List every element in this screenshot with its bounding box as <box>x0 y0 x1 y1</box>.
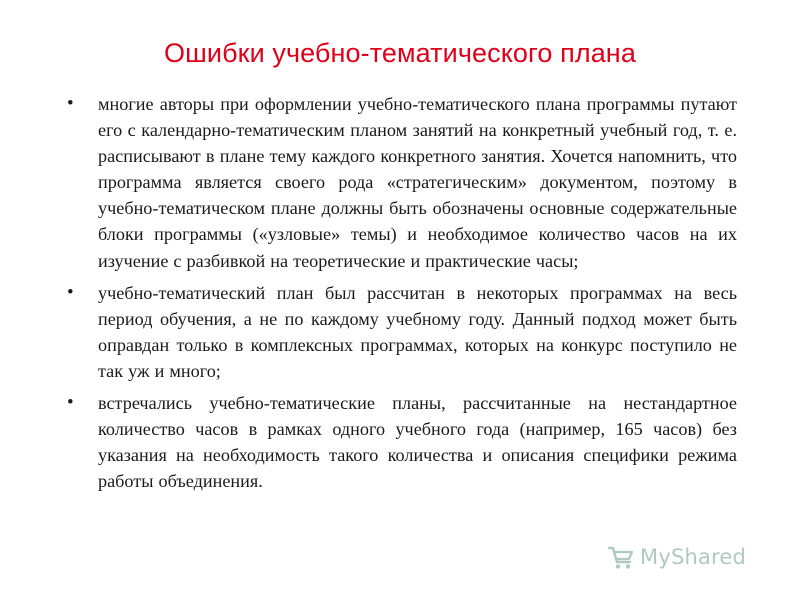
bullet-item <box>67 390 737 494</box>
bullet-marker: • <box>67 392 74 414</box>
bullet-text: встречались учебно-тематические планы, рассчитанные на нестандартное количество часов в рамках одного учебного года (например, 165 часов) без указания на необходимость такого количества и описания специфики режима работы объединения. <box>98 393 737 492</box>
bullet-marker: • <box>67 93 74 114</box>
bullet-item <box>67 280 737 384</box>
slide-title: Ошибки учебно-тематического плана <box>164 38 636 68</box>
bullet-text: многие авторы при оформлении учебно-тематического плана программы путают его с календарно-тематическим планом занятий на конкретный учебный год, т. е. расписывают в плане тему каждого конкретного занятия. Хочется напомнить, что программа является своего рода «стратегическим» документом, поэтому в учебно-тематическом плане должны быть обозначены основные содержательные блоки программы («узловые» темы) и необходимое количество часов на их изучение с разбивкой на теоретические и практические часы; <box>98 94 737 271</box>
watermark-text: MyShared <box>640 545 747 569</box>
bullet-text: учебно-тематический план был рассчитан в некоторых программах на весь период обучения, а не по каждому учебному году. Данный подход может быть оправдан только в комплексных программах, которых на конкурс поступило не так уж и много; <box>98 282 737 381</box>
cart-icon <box>606 542 636 572</box>
bullet-list <box>67 91 737 500</box>
bullet-marker: • <box>67 281 74 303</box>
watermark-logo <box>606 540 774 574</box>
bullet-item <box>67 91 737 274</box>
